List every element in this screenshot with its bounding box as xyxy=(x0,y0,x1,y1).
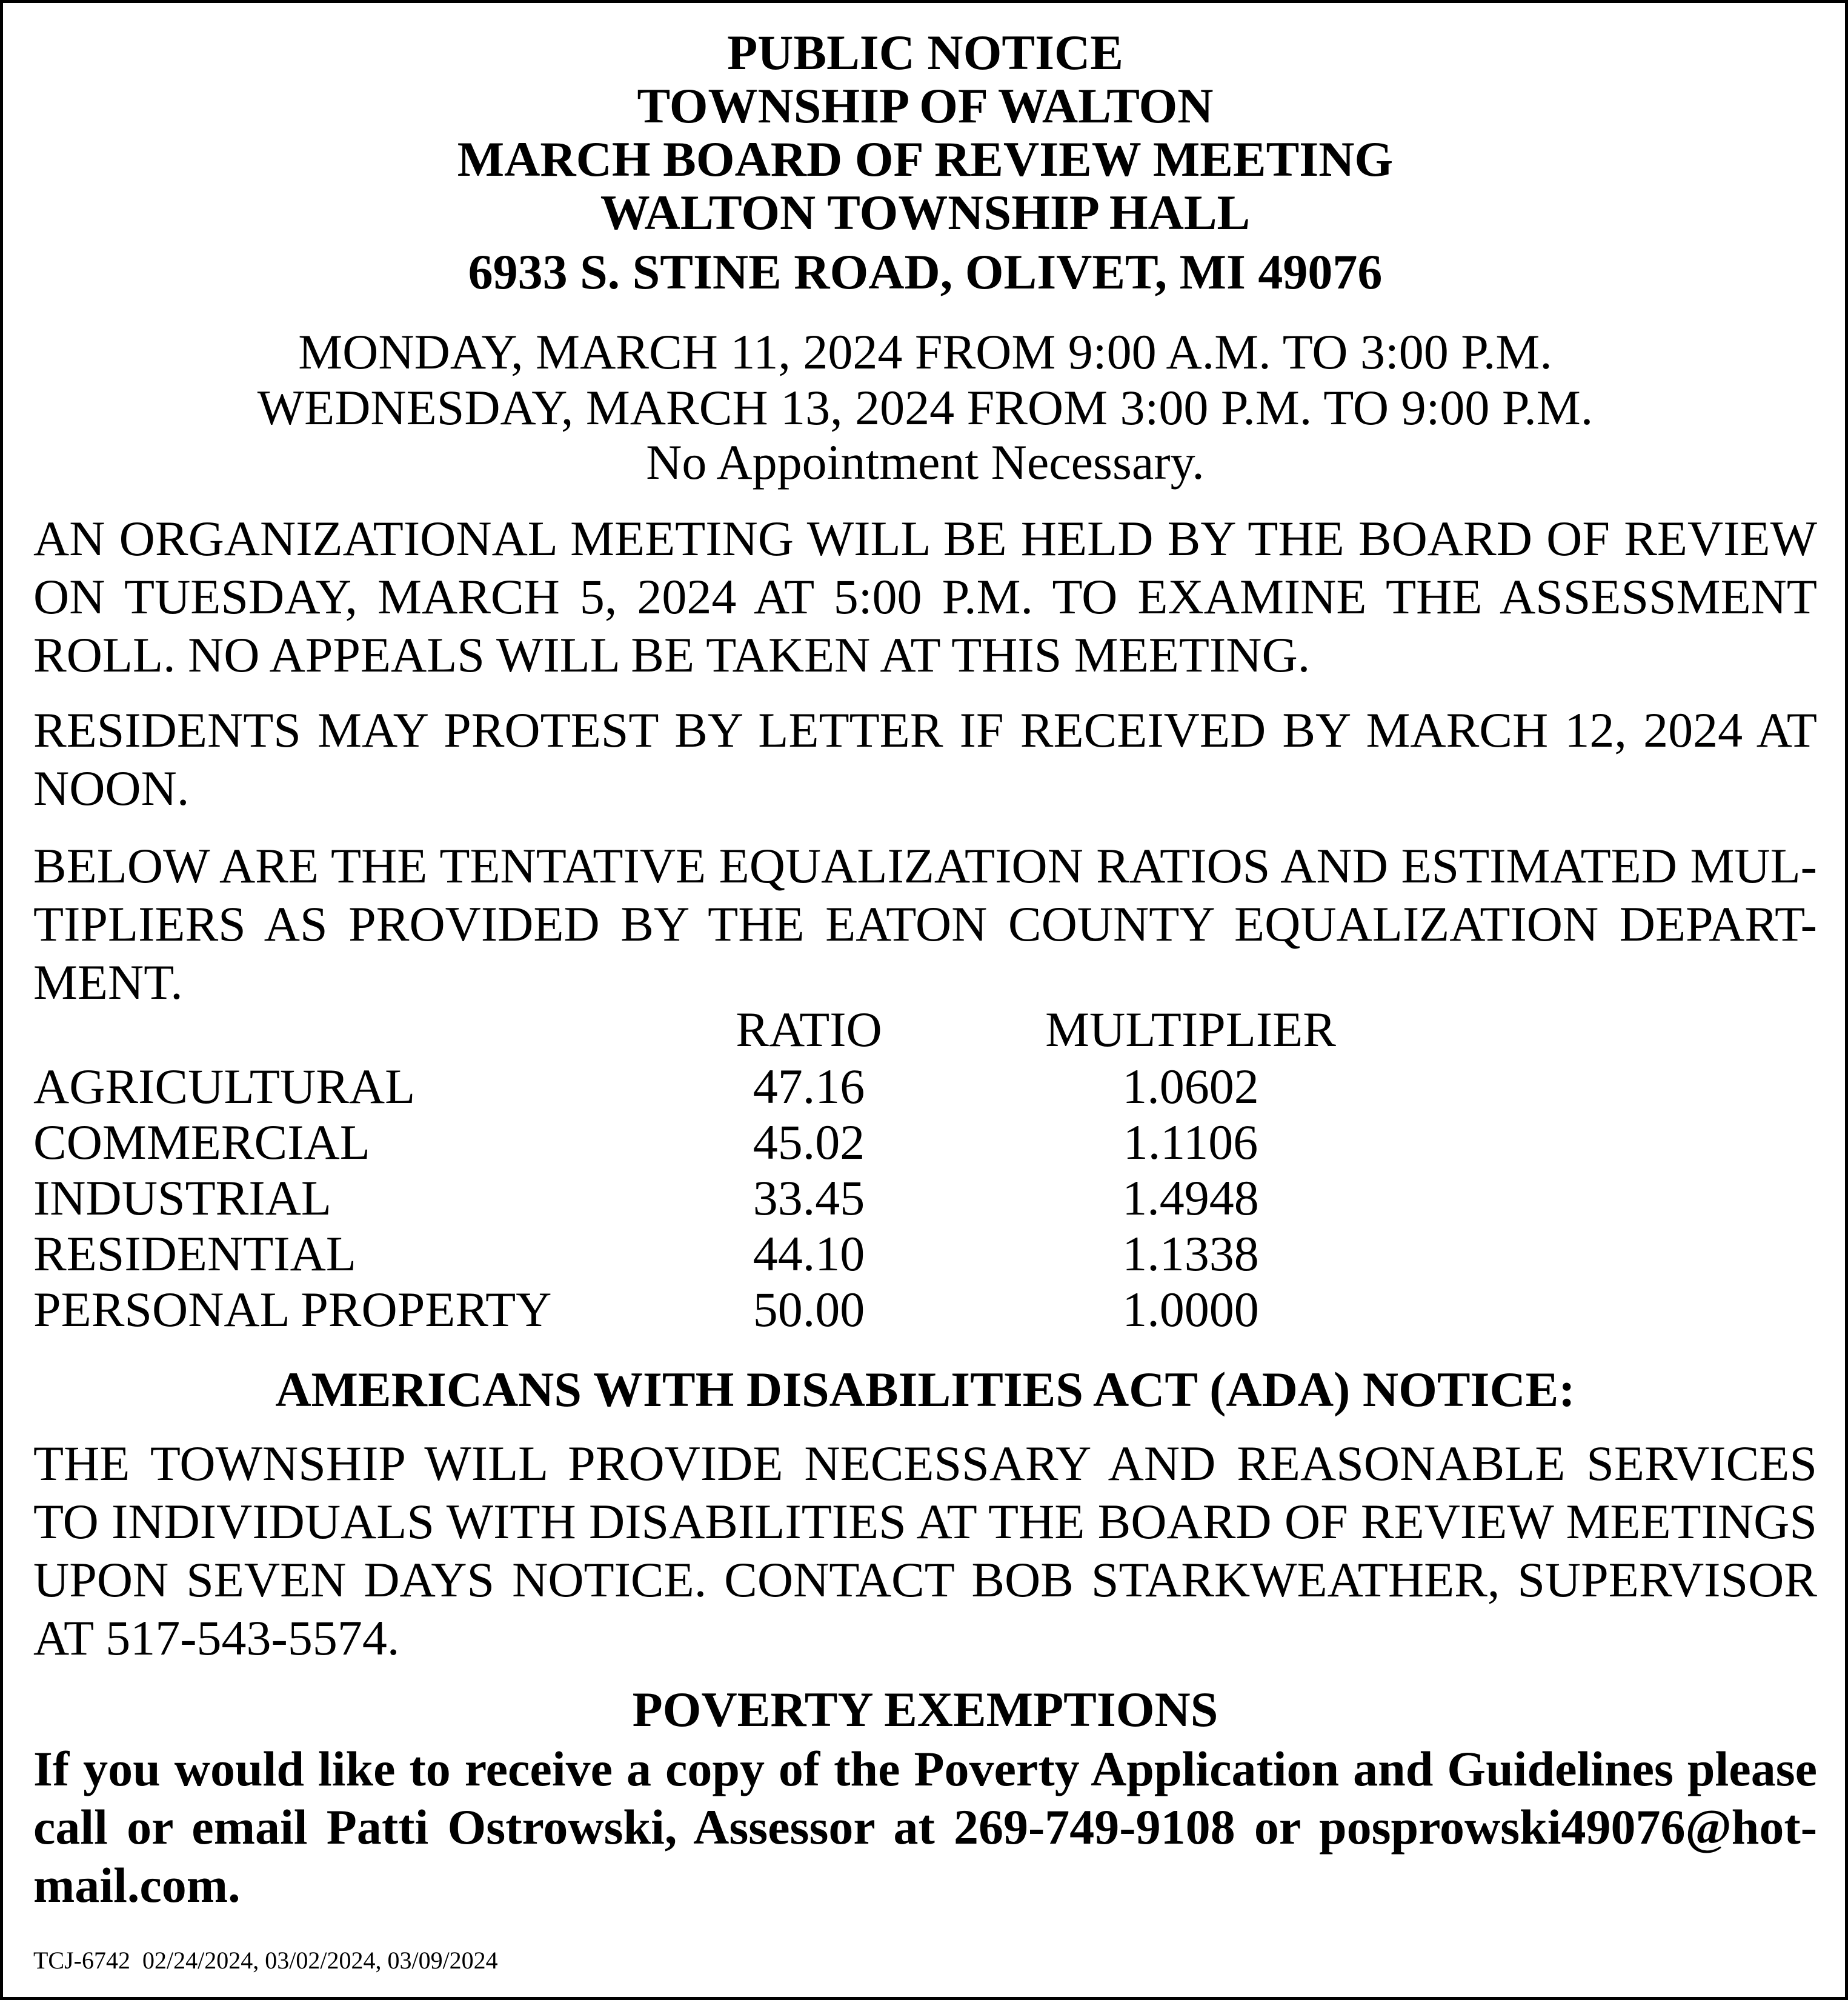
row-multiplier: 1.1338 xyxy=(1122,1226,1259,1281)
poverty-heading: POVERTY EXEMPTIONS xyxy=(632,1682,1218,1737)
row-ratio: 44.10 xyxy=(753,1226,865,1281)
paragraph-line: mail.com. xyxy=(33,1858,241,1913)
paragraph-line: ROLL. NO APPEALS WILL BE TAKEN AT THIS MEETING. xyxy=(33,627,1311,682)
paragraph-line: RESIDENTS MAY PROTEST BY LETTER IF RECEIVED BY MARCH 12, 2024 AT xyxy=(33,702,1817,758)
column-header-multiplier: MULTIPLIER xyxy=(1045,1002,1336,1057)
column-header-ratio: RATIO xyxy=(736,1002,882,1057)
row-label: COMMERCIAL xyxy=(33,1115,370,1170)
paragraph-line: NOON. xyxy=(33,761,190,816)
row-label: PERSONAL PROPERTY xyxy=(33,1282,552,1337)
row-label: INDUSTRIAL xyxy=(33,1170,331,1225)
row-multiplier: 1.4948 xyxy=(1122,1170,1259,1225)
publication-footer: TCJ-6742 02/24/2024, 03/02/2024, 03/09/2024 xyxy=(33,1947,498,1974)
meeting-title: MARCH BOARD OF REVIEW MEETING xyxy=(457,132,1394,187)
paragraph-line: If you would like to receive a copy of the Poverty Application and Guidelines please xyxy=(33,1741,1817,1796)
row-ratio: 45.02 xyxy=(753,1115,865,1170)
ratios-intro-paragraph xyxy=(33,837,1817,1012)
paragraph-line: call or email Patti Ostrowski, Assessor at 269-749-9108 or posprowski49076@hot- xyxy=(33,1799,1817,1855)
ada-paragraph xyxy=(33,1435,1817,1667)
paragraph-line: UPON SEVEN DAYS NOTICE. CONTACT BOB STARKWEATHER, SUPERVISOR xyxy=(33,1552,1817,1607)
schedule-note: No Appointment Necessary. xyxy=(646,435,1205,490)
row-multiplier: 1.0000 xyxy=(1122,1282,1259,1337)
paragraph-line: TO INDIVIDUALS WITH DISABILITIES AT THE BOARD OF REVIEW MEETINGS xyxy=(33,1494,1817,1549)
poverty-paragraph xyxy=(33,1740,1817,1915)
schedule-monday: MONDAY, MARCH 11, 2024 FROM 9:00 A.M. TO 3:00 P.M. xyxy=(298,324,1552,379)
paragraph-line: AT 517-543-5574. xyxy=(33,1610,400,1665)
row-label: RESIDENTIAL xyxy=(33,1226,356,1281)
row-multiplier: 1.1106 xyxy=(1123,1115,1258,1170)
row-label: AGRICULTURAL xyxy=(33,1059,416,1114)
paragraph-line: THE TOWNSHIP WILL PROVIDE NECESSARY AND REASONABLE SERVICES xyxy=(33,1436,1817,1491)
row-ratio: 50.00 xyxy=(753,1282,865,1337)
paragraph-line: ON TUESDAY, MARCH 5, 2024 AT 5:00 P.M. TO EXAMINE THE ASSESSMENT xyxy=(33,569,1817,624)
schedule-wednesday: WEDNESDAY, MARCH 13, 2024 FROM 3:00 P.M. TO 9:00 P.M. xyxy=(257,380,1594,435)
organizational-meeting-paragraph xyxy=(33,510,1817,684)
paragraph-line: TIPLIERS AS PROVIDED BY THE EATON COUNTY EQUALIZATION DEPART- xyxy=(33,896,1817,952)
row-ratio: 47.16 xyxy=(753,1059,865,1114)
ada-heading: AMERICANS WITH DISABILITIES ACT (ADA) NOTICE: xyxy=(275,1362,1575,1417)
venue-name: WALTON TOWNSHIP HALL xyxy=(600,185,1251,240)
row-multiplier: 1.0602 xyxy=(1122,1059,1259,1114)
paragraph-line: MENT. xyxy=(33,955,183,1010)
venue-address: 6933 S. STINE ROAD, OLIVET, MI 49076 xyxy=(468,244,1383,299)
row-ratio: 33.45 xyxy=(753,1170,865,1225)
paragraph-line: BELOW ARE THE TENTATIVE EQUALIZATION RATIOS AND ESTIMATED MUL- xyxy=(33,838,1817,893)
paragraph-line: AN ORGANIZATIONAL MEETING WILL BE HELD BY THE BOARD OF REVIEW xyxy=(33,511,1817,566)
township-name: TOWNSHIP OF WALTON xyxy=(637,78,1214,133)
notice-title: PUBLIC NOTICE xyxy=(727,25,1123,80)
protest-paragraph xyxy=(33,701,1817,818)
